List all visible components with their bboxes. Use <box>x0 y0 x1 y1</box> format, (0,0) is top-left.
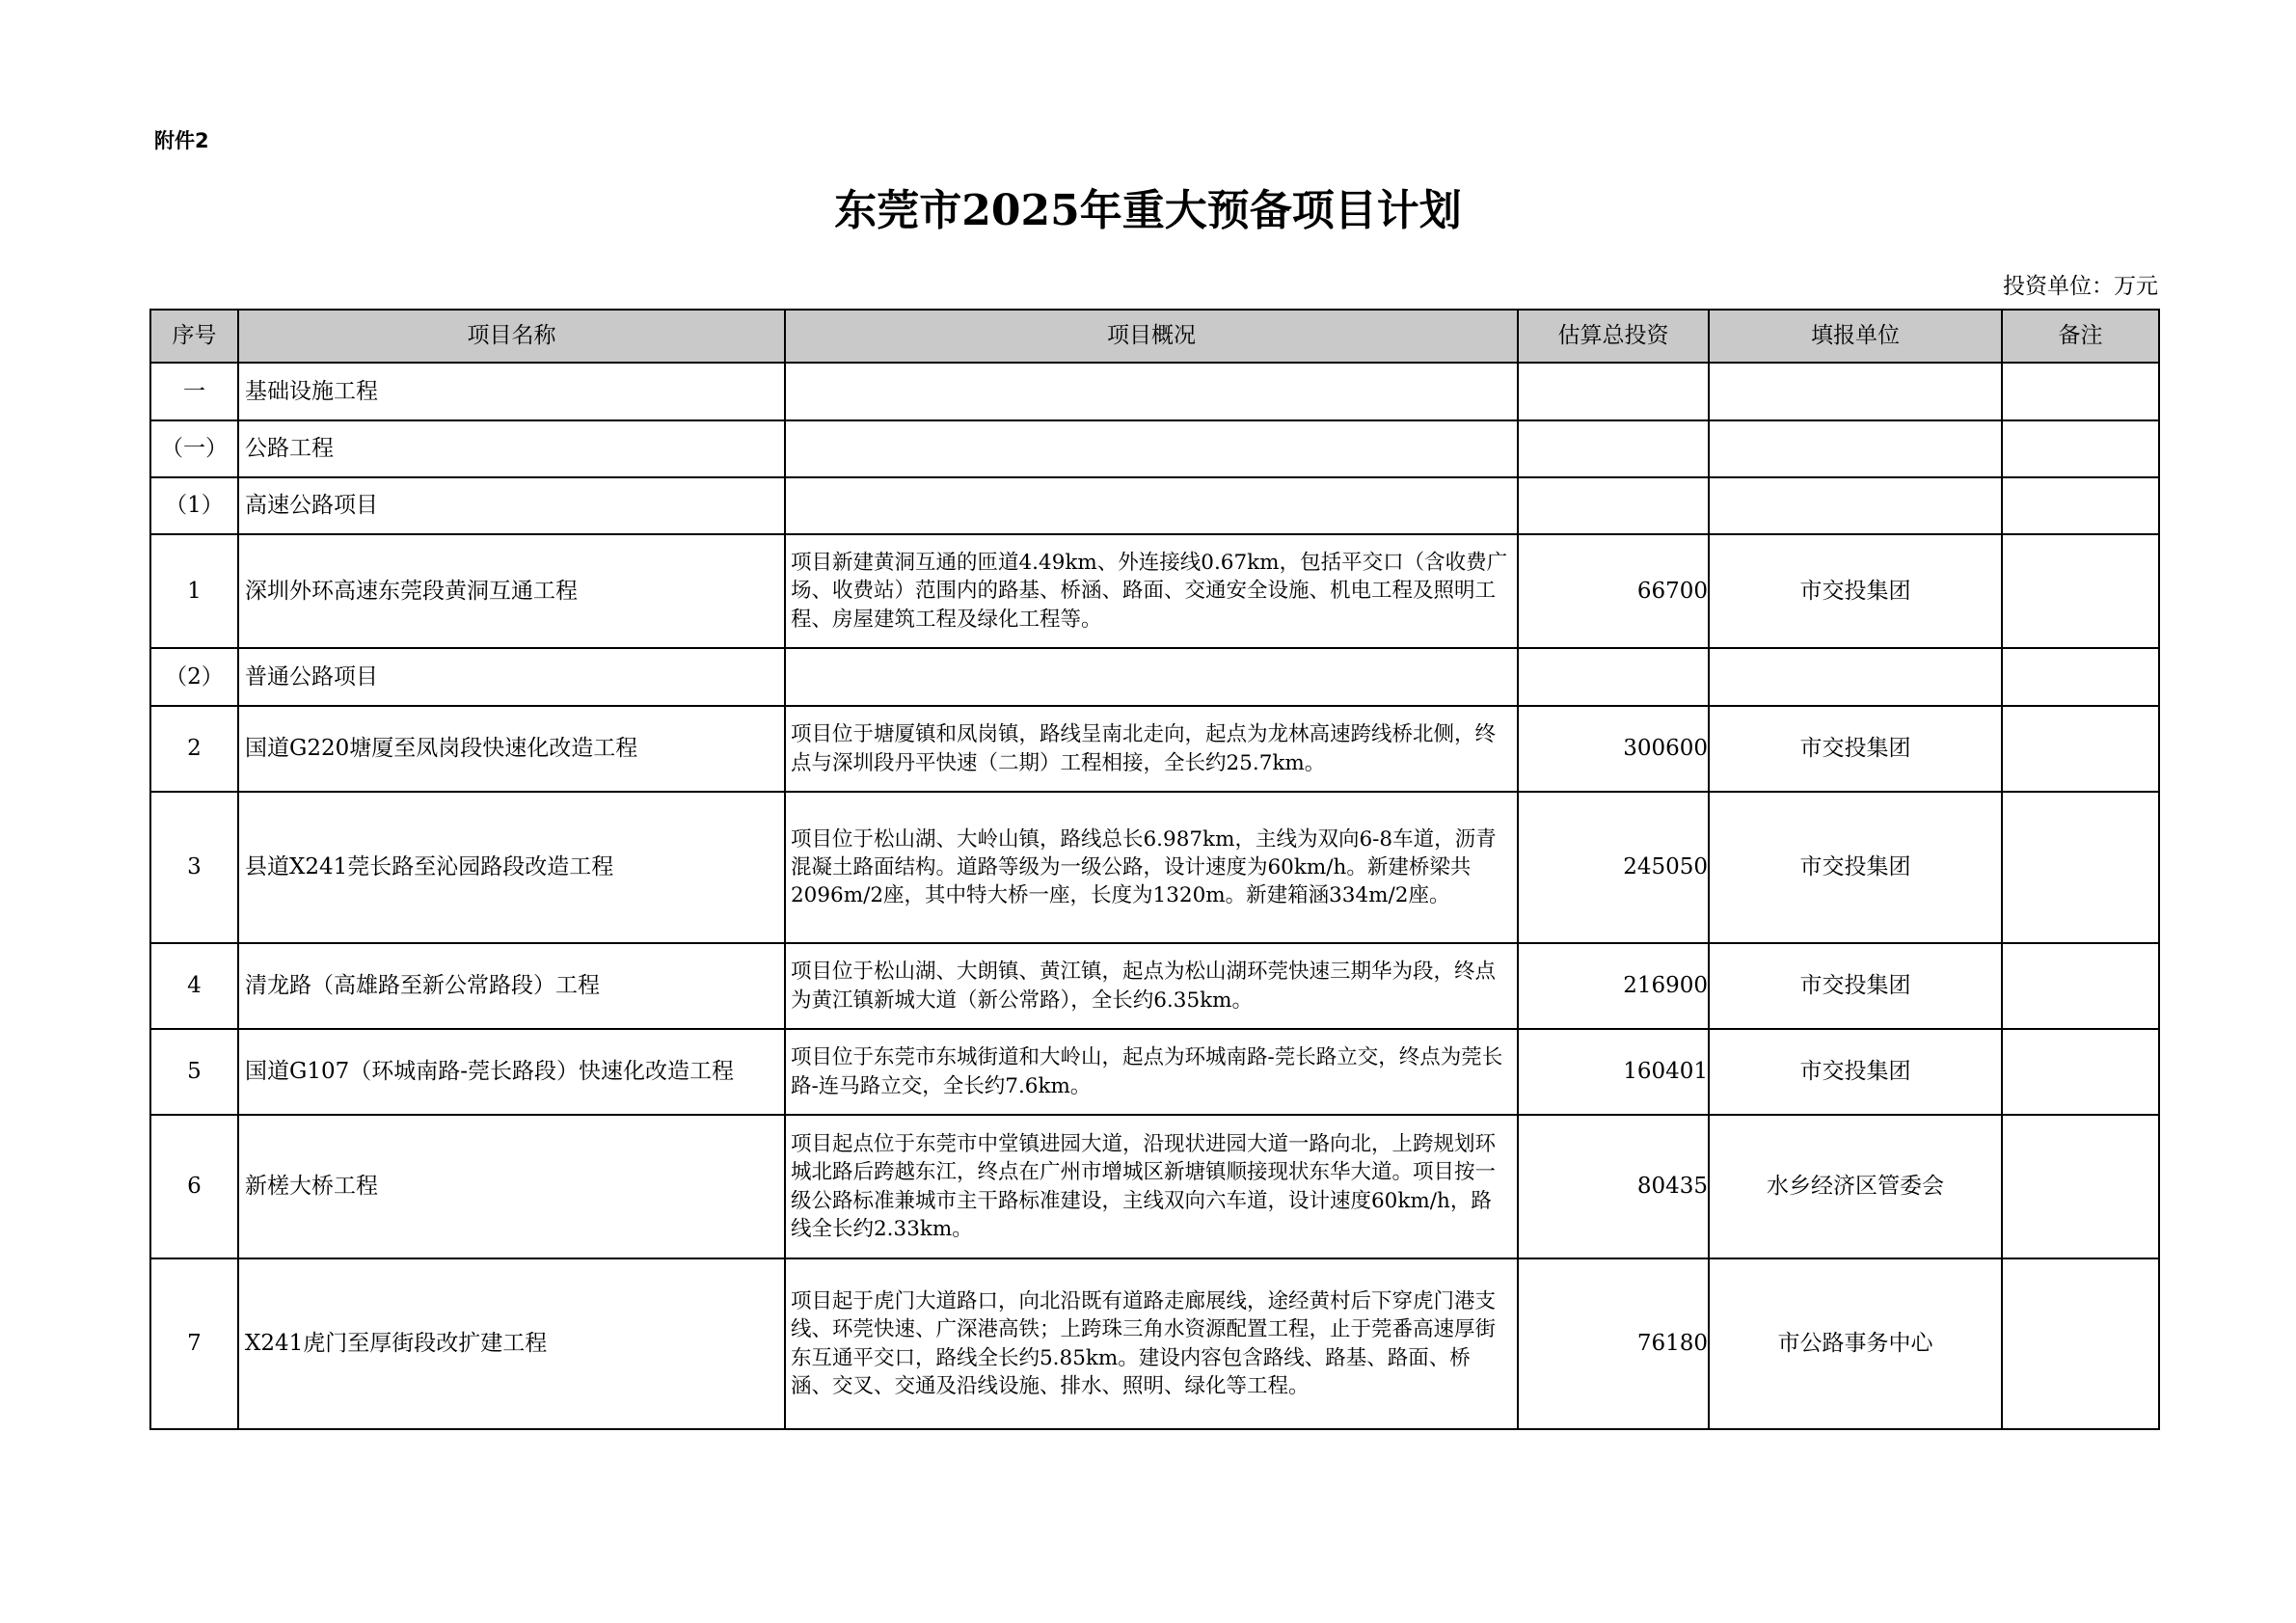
cell-note <box>2002 706 2159 792</box>
table-header-row <box>150 310 2159 363</box>
table-row <box>150 943 2159 1029</box>
cell-investment: 245050 <box>1518 792 1709 943</box>
cell-unit: 市交投集团 <box>1709 1029 2002 1115</box>
header-overview: 项目概况 <box>785 310 1518 363</box>
cell-investment <box>1518 363 1709 420</box>
cell-note <box>2002 1115 2159 1258</box>
cell-project-name: 高速公路项目 <box>238 477 785 534</box>
cell-note <box>2002 1258 2159 1429</box>
cell-overview: 项目位于松山湖、大岭山镇，路线总长6.987km，主线为双向6-8车道，沥青混凝土路面结构。道路等级为一级公路，设计速度为60km/h。新建桥梁共2096m/2座，其中特大桥一座，长度为1320m。新建箱涵334m/2座。 <box>785 792 1518 943</box>
cell-project-name: 深圳外环高速东莞段黄洞互通工程 <box>238 534 785 648</box>
cell-unit: 市交投集团 <box>1709 534 2002 648</box>
cell-unit: 水乡经济区管委会 <box>1709 1115 2002 1258</box>
cell-overview: 项目新建黄洞互通的匝道4.49km、外连接线0.67km，包括平交口（含收费广场、收费站）范围内的路基、桥涵、路面、交通安全设施、机电工程及照明工程、房屋建筑工程及绿化工程等。 <box>785 534 1518 648</box>
table-row <box>150 706 2159 792</box>
cell-seq: 4 <box>150 943 238 1029</box>
project-table <box>149 309 2160 1430</box>
cell-overview: 项目位于塘厦镇和凤岗镇，路线呈南北走向，起点为龙林高速跨线桥北侧，终点与深圳段丹平快速（二期）工程相接，全长约25.7km。 <box>785 706 1518 792</box>
cell-investment: 300600 <box>1518 706 1709 792</box>
cell-seq: 7 <box>150 1258 238 1429</box>
cell-project-name: 县道X241莞长路至沁园路段改造工程 <box>238 792 785 943</box>
cell-seq: 1 <box>150 534 238 648</box>
table-row <box>150 648 2159 706</box>
cell-unit: 市交投集团 <box>1709 706 2002 792</box>
header-reporting-unit: 填报单位 <box>1709 310 2002 363</box>
header-seq: 序号 <box>150 310 238 363</box>
cell-note <box>2002 534 2159 648</box>
table-row <box>150 534 2159 648</box>
cell-project-name: X241虎门至厚街段改扩建工程 <box>238 1258 785 1429</box>
header-remarks: 备注 <box>2002 310 2159 363</box>
cell-overview: 项目起于虎门大道路口，向北沿既有道路走廊展线，途经黄村后下穿虎门港支线、环莞快速、广深港高铁；上跨珠三角水资源配置工程，止于莞番高速厚街东互通平交口，路线全长约5.85km。建设内容包含路线、路基、路面、桥涵、交叉、交通及沿线设施、排水、照明、绿化等工程。 <box>785 1258 1518 1429</box>
cell-note <box>2002 477 2159 534</box>
cell-seq: （一） <box>150 420 238 477</box>
cell-project-name: 公路工程 <box>238 420 785 477</box>
cell-project-name: 国道G107（环城南路-莞长路段）快速化改造工程 <box>238 1029 785 1115</box>
table-row <box>150 1258 2159 1429</box>
table-row <box>150 1029 2159 1115</box>
cell-seq: 6 <box>150 1115 238 1258</box>
cell-project-name: 基础设施工程 <box>238 363 785 420</box>
cell-overview: 项目起点位于东莞市中堂镇进园大道，沿现状进园大道一路向北，上跨规划环城北路后跨越东江，终点在广州市增城区新塘镇顺接现状东华大道。项目按一级公路标准兼城市主干路标准建设，主线双向六车道，设计速度60km/h，路线全长约2.33km。 <box>785 1115 1518 1258</box>
cell-note <box>2002 1029 2159 1115</box>
cell-overview <box>785 420 1518 477</box>
cell-overview <box>785 477 1518 534</box>
cell-project-name: 清龙路（高雄路至新公常路段）工程 <box>238 943 785 1029</box>
cell-investment <box>1518 420 1709 477</box>
cell-project-name: 国道G220塘厦至凤岗段快速化改造工程 <box>238 706 785 792</box>
cell-overview: 项目位于东莞市东城街道和大岭山，起点为环城南路-莞长路立交，终点为莞长路-连马路立交，全长约7.6km。 <box>785 1029 1518 1115</box>
cell-investment: 160401 <box>1518 1029 1709 1115</box>
cell-seq: （2） <box>150 648 238 706</box>
cell-overview <box>785 648 1518 706</box>
cell-unit <box>1709 363 2002 420</box>
cell-seq: 一 <box>150 363 238 420</box>
cell-project-name: 普通公路项目 <box>238 648 785 706</box>
cell-investment: 216900 <box>1518 943 1709 1029</box>
cell-unit: 市交投集团 <box>1709 792 2002 943</box>
table-row <box>150 477 2159 534</box>
cell-investment: 80435 <box>1518 1115 1709 1258</box>
cell-project-name: 新槎大桥工程 <box>238 1115 785 1258</box>
attachment-label: 附件2 <box>154 129 209 152</box>
cell-unit <box>1709 420 2002 477</box>
cell-note <box>2002 363 2159 420</box>
document-title: 东莞市2025年重大预备项目计划 <box>834 186 1462 235</box>
cell-unit: 市公路事务中心 <box>1709 1258 2002 1429</box>
cell-overview: 项目位于松山湖、大朗镇、黄江镇，起点为松山湖环莞快速三期华为段，终点为黄江镇新城大道（新公常路），全长约6.35km。 <box>785 943 1518 1029</box>
cell-investment: 66700 <box>1518 534 1709 648</box>
cell-note <box>2002 792 2159 943</box>
cell-seq: 5 <box>150 1029 238 1115</box>
cell-note <box>2002 648 2159 706</box>
cell-investment <box>1518 648 1709 706</box>
cell-note <box>2002 420 2159 477</box>
cell-unit <box>1709 477 2002 534</box>
cell-seq: 2 <box>150 706 238 792</box>
cell-overview <box>785 363 1518 420</box>
table-row <box>150 420 2159 477</box>
cell-unit: 市交投集团 <box>1709 943 2002 1029</box>
cell-note <box>2002 943 2159 1029</box>
cell-seq: （1） <box>150 477 238 534</box>
table-row <box>150 363 2159 420</box>
cell-seq: 3 <box>150 792 238 943</box>
cell-unit <box>1709 648 2002 706</box>
cell-investment: 76180 <box>1518 1258 1709 1429</box>
table-row <box>150 792 2159 943</box>
header-project-name: 项目名称 <box>238 310 785 363</box>
cell-investment <box>1518 477 1709 534</box>
header-estimated-investment: 估算总投资 <box>1518 310 1709 363</box>
table-row <box>150 1115 2159 1258</box>
investment-unit-note: 投资单位：万元 <box>2003 274 2158 299</box>
